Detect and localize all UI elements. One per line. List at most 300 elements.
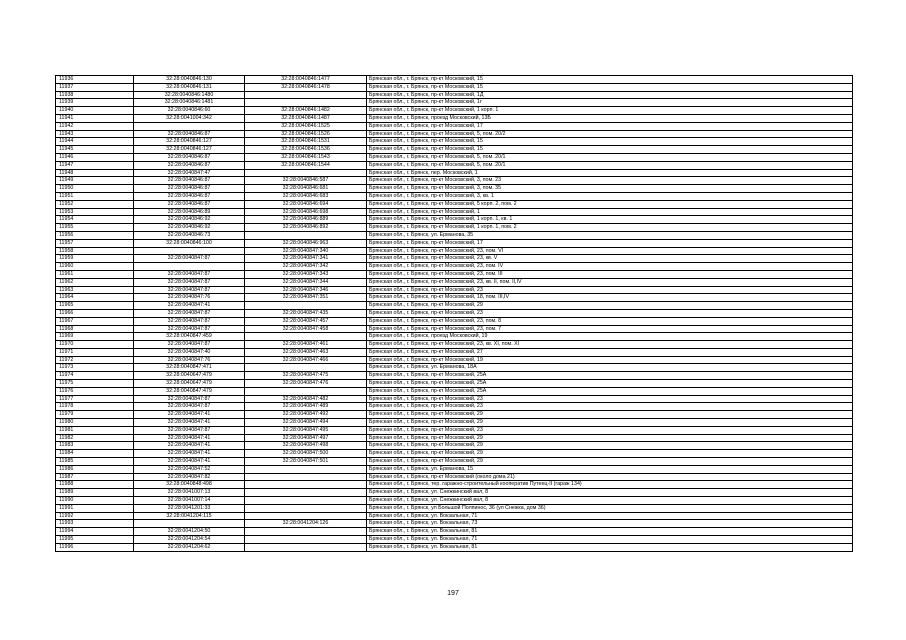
row-number-cell: 11967	[56, 317, 134, 325]
cadastral-number-cell: 32:28:0040846:87	[134, 192, 245, 200]
parent-cadastral-number-cell: 32:28:0040846:1487	[245, 114, 367, 122]
row-number-cell: 11982	[56, 434, 134, 442]
registry-table-body	[56, 76, 853, 552]
cadastral-number-cell: 32:28:0040846:1480	[134, 91, 245, 99]
address-cell: Брянская обл., г. Брянск, пр-кт Московский, 15	[367, 138, 853, 146]
cadastral-number-cell: 32:28:0040847:459	[134, 333, 245, 341]
row-number-cell: 11937	[56, 83, 134, 91]
parent-cadastral-number-cell: 32:28:0040846:694	[245, 200, 367, 208]
row-number-cell: 11996	[56, 543, 134, 551]
table-row	[56, 434, 853, 442]
address-cell: Брянская обл., г. Брянск, пр-кт Московский, 3, пом. 23	[367, 177, 853, 185]
row-number-cell: 11954	[56, 216, 134, 224]
row-number-cell: 11966	[56, 309, 134, 317]
row-number-cell: 11978	[56, 403, 134, 411]
parent-cadastral-number-cell: 32:28:0040847:494	[245, 419, 367, 427]
cadastral-number-cell: 32:28:0040847:87	[134, 278, 245, 286]
parent-cadastral-number-cell: 32:28:0040847:458	[245, 325, 367, 333]
cadastral-number-cell: 32:28:0040846:87	[134, 130, 245, 138]
address-cell: Брянская обл., г. Брянск, пр-кт Московский, 23	[367, 426, 853, 434]
table-row	[56, 442, 853, 450]
row-number-cell: 11949	[56, 177, 134, 185]
table-row	[56, 169, 853, 177]
row-number-cell: 11951	[56, 192, 134, 200]
row-number-cell: 11962	[56, 278, 134, 286]
cadastral-number-cell: 32:28:0040846:100	[134, 239, 245, 247]
cadastral-number-cell: 32:28:0040847:41	[134, 458, 245, 466]
row-number-cell: 11963	[56, 286, 134, 294]
table-row	[56, 325, 853, 333]
cadastral-number-cell: 32:28:0040847:41	[134, 434, 245, 442]
cadastral-number-cell: 32:28:0040647:479	[134, 380, 245, 388]
address-cell: Брянская обл., г. Брянск, пр-кт Московский, 15	[367, 146, 853, 154]
parent-cadastral-number-cell: 32:28:0040847:435	[245, 309, 367, 317]
cadastral-number-cell: 32:28:0040846:87	[134, 177, 245, 185]
table-row	[56, 395, 853, 403]
row-number-cell: 11987	[56, 473, 134, 481]
table-row	[56, 364, 853, 372]
cadastral-number-cell: 32:28:0040847:87	[134, 426, 245, 434]
address-cell: Брянская обл., г. Брянск, пр-кт Московский, 25А	[367, 372, 853, 380]
address-cell: Брянская обл., г. Брянск, пр-кт Московский, 23	[367, 309, 853, 317]
table-row	[56, 192, 853, 200]
cadastral-number-cell: 32:28:0040847:52	[134, 465, 245, 473]
row-number-cell: 11936	[56, 76, 134, 84]
parent-cadastral-number-cell	[245, 489, 367, 497]
cadastral-number-cell: 32:28:0040847:41	[134, 450, 245, 458]
parent-cadastral-number-cell: 32:28:0040846:1478	[245, 83, 367, 91]
cadastral-number-cell: 32:28:0040846:73	[134, 231, 245, 239]
row-number-cell: 11938	[56, 91, 134, 99]
cadastral-number-cell: 32:28:0041004:342	[134, 114, 245, 122]
cadastral-number-cell: 32:28:0040847:41	[134, 442, 245, 450]
parent-cadastral-number-cell	[245, 481, 367, 489]
cadastral-number-cell: 32:28:0040846:87	[134, 200, 245, 208]
cadastral-number-cell: 32:28:0040847:87	[134, 286, 245, 294]
row-number-cell: 11988	[56, 481, 134, 489]
table-row	[56, 348, 853, 356]
table-row	[56, 216, 853, 224]
table-row	[56, 83, 853, 91]
parent-cadastral-number-cell: 32:28:0040847:346	[245, 286, 367, 294]
parent-cadastral-number-cell: 32:28:0040847:497	[245, 434, 367, 442]
cadastral-number-cell: 32:28:0040847:87	[134, 341, 245, 349]
row-number-cell: 11965	[56, 302, 134, 310]
table-row	[56, 286, 853, 294]
table-row	[56, 263, 853, 271]
cadastral-number-cell: 32:28:0040847:41	[134, 419, 245, 427]
cadastral-number-cell: 32:28:0041007:14	[134, 497, 245, 505]
row-number-cell: 11989	[56, 489, 134, 497]
row-number-cell: 11986	[56, 465, 134, 473]
address-cell: Брянская обл., г. Брянск, пр-кт Московский, 23, кв. V	[367, 255, 853, 263]
table-row	[56, 224, 853, 232]
parent-cadastral-number-cell: 32:28:0040846:1543	[245, 153, 367, 161]
parent-cadastral-number-cell: 32:28:0040847:341	[245, 255, 367, 263]
table-row	[56, 356, 853, 364]
table-row	[56, 450, 853, 458]
parent-cadastral-number-cell	[245, 99, 367, 107]
parent-cadastral-number-cell: 32:28:0040847:344	[245, 278, 367, 286]
row-number-cell: 11985	[56, 458, 134, 466]
table-row	[56, 426, 853, 434]
table-row	[56, 200, 853, 208]
table-row	[56, 380, 853, 388]
row-number-cell: 11939	[56, 99, 134, 107]
table-row	[56, 270, 853, 278]
address-cell: Брянская обл., г. Брянск, пр-кт Московский, 29	[367, 302, 853, 310]
parent-cadastral-number-cell: 32:28:0040847:492	[245, 411, 367, 419]
registry-table	[55, 75, 853, 552]
parent-cadastral-number-cell: 32:28:0040847:340	[245, 247, 367, 255]
cadastral-number-cell: 32:28:0040847:41	[134, 411, 245, 419]
parent-cadastral-number-cell	[245, 333, 367, 341]
address-cell: Брянская обл., г. Брянск, пр-кт Московский, 1	[367, 208, 853, 216]
table-row	[56, 91, 853, 99]
table-row	[56, 411, 853, 419]
table-row	[56, 76, 853, 84]
address-cell: Брянская обл., г. Брянск, пр-кт Московский, 1 корп. 1	[367, 107, 853, 115]
cadastral-number-cell: 32:28:0040847:40	[134, 348, 245, 356]
address-cell: Брянская обл., г. Брянск, пр-кт Московский, 1 корп. 1, кв. 1	[367, 216, 853, 224]
row-number-cell: 11957	[56, 239, 134, 247]
address-cell: Брянская обл., г. Брянск, ул. Вокзальная, 71	[367, 536, 853, 544]
address-cell: Брянская обл., г. Брянск, пр-кт Московский, 23, пом. VI	[367, 247, 853, 255]
address-cell: Брянская обл., г. Брянск, пр-кт Московский, 23, пом. 7	[367, 325, 853, 333]
row-number-cell: 11979	[56, 411, 134, 419]
address-cell: Брянская обл., г. Брянск, пр-кт Московский, 29	[367, 411, 853, 419]
row-number-cell: 11992	[56, 512, 134, 520]
address-cell: Брянская обл., г. Брянск, пр-кт Московский, 29	[367, 458, 853, 466]
table-row	[56, 99, 853, 107]
cadastral-number-cell	[134, 520, 245, 528]
cadastral-number-cell: 32:28:0041007:13	[134, 489, 245, 497]
address-cell: Брянская обл., г. Брянск, пр-кт Московский, 27	[367, 348, 853, 356]
address-cell: Брянская обл., г. Брянск, пр-кт Московский, 1 корп. 1, пом. 2	[367, 224, 853, 232]
row-number-cell: 11958	[56, 247, 134, 255]
row-number-cell: 11993	[56, 520, 134, 528]
row-number-cell: 11942	[56, 122, 134, 130]
parent-cadastral-number-cell: 32:28:0040847:500	[245, 450, 367, 458]
cadastral-number-cell: 32:28:0040847:82	[134, 473, 245, 481]
address-cell: Брянская обл., г. Брянск, пр-кт Московский, 23, пом. 8	[367, 317, 853, 325]
table-row	[56, 114, 853, 122]
parent-cadastral-number-cell	[245, 465, 367, 473]
row-number-cell: 11971	[56, 348, 134, 356]
table-row	[56, 497, 853, 505]
address-cell: Брянская обл., г. Брянск, пр-кт Московский, 29	[367, 434, 853, 442]
cadastral-number-cell: 32:28:0040848:498	[134, 481, 245, 489]
table-row	[56, 130, 853, 138]
cadastral-number-cell	[134, 247, 245, 255]
row-number-cell: 11955	[56, 224, 134, 232]
parent-cadastral-number-cell: 32:28:0040846:892	[245, 224, 367, 232]
cadastral-number-cell: 32:28:0040847:47	[134, 169, 245, 177]
row-number-cell: 11991	[56, 504, 134, 512]
parent-cadastral-number-cell: 32:28:0040847:351	[245, 294, 367, 302]
address-cell: Брянская обл., г. Брянск, ул. Вокзальная, 71	[367, 512, 853, 520]
table-row	[56, 239, 853, 247]
parent-cadastral-number-cell: 32:28:0040847:495	[245, 426, 367, 434]
table-row	[56, 153, 853, 161]
address-cell: Брянская обл., г. Брянск, пр-кт Московский, 23	[367, 395, 853, 403]
parent-cadastral-number-cell: 32:28:0040847:461	[245, 341, 367, 349]
cadastral-number-cell: 32:28:0040847:471	[134, 364, 245, 372]
parent-cadastral-number-cell	[245, 543, 367, 551]
address-cell: Брянская обл., г. Брянск, пр-кт Московский, 25А	[367, 380, 853, 388]
address-cell: Брянская обл., г. Брянск, ул. Вокзальная, 81	[367, 528, 853, 536]
table-row	[56, 122, 853, 130]
row-number-cell: 11968	[56, 325, 134, 333]
cadastral-number-cell: 32:28:0040847:76	[134, 356, 245, 364]
row-number-cell: 11975	[56, 380, 134, 388]
row-number-cell: 11945	[56, 146, 134, 154]
parent-cadastral-number-cell: 32:28:0040846:1544	[245, 161, 367, 169]
address-cell: Брянская обл., г. Брянск, ул. Снежкинский вал, 8	[367, 489, 853, 497]
parent-cadastral-number-cell: 32:28:0040846:1482	[245, 107, 367, 115]
table-row	[56, 138, 853, 146]
parent-cadastral-number-cell: 32:28:0040847:476	[245, 380, 367, 388]
address-cell: Брянская обл., г. Брянск, пр-кт Московский, 5, пом. 20/1	[367, 161, 853, 169]
row-number-cell: 11940	[56, 107, 134, 115]
table-row	[56, 481, 853, 489]
address-cell: Брянская обл., г. Брянск, пр-кт Московский, 5 корп. 2, пом. 2	[367, 200, 853, 208]
cadastral-number-cell: 32:28:0041204:50	[134, 528, 245, 536]
parent-cadastral-number-cell: 32:28:0040846:1531	[245, 138, 367, 146]
row-number-cell: 11994	[56, 528, 134, 536]
cadastral-number-cell	[134, 122, 245, 130]
address-cell: Брянская обл., г. Брянск, пр-кт Московский (около дома 21)	[367, 473, 853, 481]
row-number-cell: 11959	[56, 255, 134, 263]
address-cell: Брянская обл., г. Брянск, пр-кт Московский, 29	[367, 419, 853, 427]
cadastral-number-cell: 32:28:0040846:60	[134, 107, 245, 115]
row-number-cell: 11948	[56, 169, 134, 177]
cadastral-number-cell: 32:28:0040847:87	[134, 317, 245, 325]
address-cell: Брянская обл., г. Брянск, пр-кт Московский, 1г	[367, 99, 853, 107]
row-number-cell: 11980	[56, 419, 134, 427]
row-number-cell: 11944	[56, 138, 134, 146]
address-cell: Брянская обл., г. Брянск, пр-кт Московский, 5, пом. 20/2	[367, 130, 853, 138]
address-cell: Брянская обл., г. Брянск, пр-кт Московский, 23, кв. II, пом. II,IV	[367, 278, 853, 286]
parent-cadastral-number-cell	[245, 473, 367, 481]
parent-cadastral-number-cell: 32:28:0040846:587	[245, 177, 367, 185]
address-cell: Брянская обл., г. Брянск, проезд Московский, 13Б	[367, 114, 853, 122]
parent-cadastral-number-cell: 32:28:0040846:889	[245, 216, 367, 224]
address-cell: Брянская обл., г. Брянск, пр-кт Московский, 23	[367, 286, 853, 294]
page-number: 197	[447, 590, 459, 597]
row-number-cell: 11943	[56, 130, 134, 138]
table-row	[56, 504, 853, 512]
parent-cadastral-number-cell	[245, 169, 367, 177]
cadastral-number-cell: 32:28:0040846:87	[134, 185, 245, 193]
row-number-cell: 11960	[56, 263, 134, 271]
row-number-cell: 11969	[56, 333, 134, 341]
table-row	[56, 512, 853, 520]
table-row	[56, 458, 853, 466]
cadastral-number-cell: 32:28:0040846:92	[134, 216, 245, 224]
cadastral-number-cell: 32:28:0040847:87	[134, 395, 245, 403]
address-cell: Брянская обл., г. Брянск, пр-кт Московский, 23, кв. XI, пом. XI	[367, 341, 853, 349]
parent-cadastral-number-cell: 32:28:0040847:342	[245, 263, 367, 271]
row-number-cell: 11990	[56, 497, 134, 505]
address-cell: Брянская обл., г. Брянск, пр-кт Московский, 15	[367, 76, 853, 84]
row-number-cell: 11952	[56, 200, 134, 208]
parent-cadastral-number-cell: 32:28:0040847:343	[245, 270, 367, 278]
cadastral-number-cell: 32:28:0040846:89	[134, 208, 245, 216]
cadastral-number-cell: 32:28:0041204:62	[134, 543, 245, 551]
row-number-cell: 11941	[56, 114, 134, 122]
cadastral-number-cell: 32:28:0040847:87	[134, 325, 245, 333]
parent-cadastral-number-cell	[245, 497, 367, 505]
parent-cadastral-number-cell: 32:28:0040846:1477	[245, 76, 367, 84]
table-row	[56, 161, 853, 169]
address-cell: Брянская обл., г. Брянск, пр-кт Московский, 23, пом. IV	[367, 263, 853, 271]
table-row	[56, 146, 853, 154]
parent-cadastral-number-cell	[245, 528, 367, 536]
table-row	[56, 185, 853, 193]
parent-cadastral-number-cell: 32:28:0040847:475	[245, 372, 367, 380]
cadastral-number-cell: 32:28:0040846:127	[134, 138, 245, 146]
parent-cadastral-number-cell: 32:28:0040847:463	[245, 348, 367, 356]
table-row	[56, 543, 853, 551]
address-cell: Брянская обл., г. Брянск, пр-кт Московский, 23, пом. III	[367, 270, 853, 278]
cadastral-number-cell: 32:28:0040847:87	[134, 309, 245, 317]
row-number-cell: 11961	[56, 270, 134, 278]
parent-cadastral-number-cell: 32:28:0040846:698	[245, 208, 367, 216]
row-number-cell: 11956	[56, 231, 134, 239]
address-cell: Брянская обл., г. Брянск, проезд Московский, 19	[367, 333, 853, 341]
row-number-cell: 11984	[56, 450, 134, 458]
cadastral-number-cell: 32:28:0040647:479	[134, 372, 245, 380]
parent-cadastral-number-cell	[245, 512, 367, 520]
cadastral-number-cell: 32:28:0041204:115	[134, 512, 245, 520]
address-cell: Брянская обл., г. Брянск, ул. Ерманова, 18А	[367, 364, 853, 372]
parent-cadastral-number-cell: 32:28:0040847:457	[245, 317, 367, 325]
address-cell: Брянская обл., г. Брянск, ул. Вокзальная, 81	[367, 543, 853, 551]
parent-cadastral-number-cell: 32:28:0040847:501	[245, 458, 367, 466]
table-row	[56, 294, 853, 302]
row-number-cell: 11981	[56, 426, 134, 434]
row-number-cell: 11953	[56, 208, 134, 216]
cadastral-number-cell: 32:28:0040846:87	[134, 161, 245, 169]
row-number-cell: 11964	[56, 294, 134, 302]
address-cell: Брянская обл., г. Брянск, ул. Ерманова, 35	[367, 231, 853, 239]
cadastral-number-cell: 32:28:0040847:87	[134, 255, 245, 263]
parent-cadastral-number-cell: 32:28:0040847:489	[245, 403, 367, 411]
table-row	[56, 372, 853, 380]
address-cell: Брянская обл., г. Брянск, пр-кт Московский, 25А	[367, 387, 853, 395]
row-number-cell: 11976	[56, 387, 134, 395]
table-row	[56, 489, 853, 497]
parent-cadastral-number-cell: 32:28:0040846:681	[245, 185, 367, 193]
table-row	[56, 465, 853, 473]
parent-cadastral-number-cell: 32:28:0040846:963	[245, 239, 367, 247]
cadastral-number-cell: 32:28:0040847:41	[134, 302, 245, 310]
parent-cadastral-number-cell: 32:28:0040846:1526	[245, 130, 367, 138]
row-number-cell: 11977	[56, 395, 134, 403]
row-number-cell: 11973	[56, 364, 134, 372]
parent-cadastral-number-cell: 32:28:0040847:466	[245, 356, 367, 364]
row-number-cell: 11946	[56, 153, 134, 161]
address-cell: Брянская обл., г. Брянск, ул. Ерманова, 15	[367, 465, 853, 473]
address-cell: Брянская обл., г. Брянск, пр-кт Московский, 29	[367, 442, 853, 450]
parent-cadastral-number-cell: 32:28:0041204:126	[245, 520, 367, 528]
address-cell: Брянская обл., г. Брянск, пр-кт Московский, 3, кв. 1	[367, 192, 853, 200]
table-row	[56, 520, 853, 528]
address-cell: Брянская обл., г. Брянск, пр-кт Московский, 1Д	[367, 91, 853, 99]
table-row	[56, 419, 853, 427]
table-row	[56, 255, 853, 263]
address-cell: Брянская обл., г. Брянск, ул. Вокзальная, 73	[367, 520, 853, 528]
row-number-cell: 11970	[56, 341, 134, 349]
cadastral-number-cell	[134, 263, 245, 271]
parent-cadastral-number-cell	[245, 302, 367, 310]
parent-cadastral-number-cell	[245, 387, 367, 395]
address-cell: Брянская обл., г. Брянск, ул Большой Полпинос, 36 (ул Снежка, дом 36)	[367, 504, 853, 512]
parent-cadastral-number-cell: 32:28:0040847:482	[245, 395, 367, 403]
table-row	[56, 309, 853, 317]
cadastral-number-cell: 32:28:0040846:131	[134, 83, 245, 91]
address-cell: Брянская обл., г. Брянск, пр-кт Московский, 17	[367, 122, 853, 130]
address-cell: Брянская обл., г. Брянск, тер. гаражно-строительный кооператив Путеец-II (гараж 134)	[367, 481, 853, 489]
table-row	[56, 333, 853, 341]
table-row	[56, 528, 853, 536]
table-row	[56, 387, 853, 395]
address-cell: Брянская обл., г. Брянск, пр-кт Московский, 5, пом. 20/1	[367, 153, 853, 161]
cadastral-number-cell: 32:28:0040846:87	[134, 153, 245, 161]
table-row	[56, 341, 853, 349]
address-cell: Брянская обл., г. Брянск, ул. Снежкинский вал, 8	[367, 497, 853, 505]
table-row	[56, 177, 853, 185]
cadastral-number-cell: 32:28:0041201:33	[134, 504, 245, 512]
row-number-cell: 11995	[56, 536, 134, 544]
parent-cadastral-number-cell: 32:28:0040846:1525	[245, 122, 367, 130]
table-row	[56, 278, 853, 286]
table-row	[56, 473, 853, 481]
table-row	[56, 403, 853, 411]
cadastral-number-cell: 32:28:0040847:87	[134, 403, 245, 411]
table-row	[56, 302, 853, 310]
cadastral-number-cell: 32:28:0040847:479	[134, 387, 245, 395]
cadastral-number-cell: 32:28:0040846:92	[134, 224, 245, 232]
parent-cadastral-number-cell: 32:28:0040846:683	[245, 192, 367, 200]
address-cell: Брянская обл., г. Брянск, пр-кт Московский, 3, пом. 35	[367, 185, 853, 193]
table-row	[56, 107, 853, 115]
address-cell: Брянская обл., г. Брянск, пр-кт Московский, 23	[367, 403, 853, 411]
table-row	[56, 231, 853, 239]
cadastral-number-cell: 32:28:0040847:87	[134, 270, 245, 278]
row-number-cell: 11974	[56, 372, 134, 380]
parent-cadastral-number-cell: 32:28:0040846:1536	[245, 146, 367, 154]
cadastral-number-cell: 32:28:0040846:127	[134, 146, 245, 154]
address-cell: Брянская обл., г. Брянск, пр-кт Московский, 19	[367, 356, 853, 364]
address-cell: Брянская обл., г. Брянск, пр-кт Московский, 29	[367, 450, 853, 458]
parent-cadastral-number-cell: 32:28:0040847:498	[245, 442, 367, 450]
cadastral-number-cell: 32:28:0041204:54	[134, 536, 245, 544]
table-row	[56, 247, 853, 255]
table-row	[56, 536, 853, 544]
table-row	[56, 317, 853, 325]
parent-cadastral-number-cell	[245, 91, 367, 99]
parent-cadastral-number-cell	[245, 364, 367, 372]
cadastral-number-cell: 32:28:0040847:76	[134, 294, 245, 302]
parent-cadastral-number-cell	[245, 231, 367, 239]
address-cell: Брянская обл., г. Брянск, пр-кт Московский, 17	[367, 239, 853, 247]
parent-cadastral-number-cell	[245, 536, 367, 544]
address-cell: Брянская обл., г. Брянск, пер. Московский, 1	[367, 169, 853, 177]
parent-cadastral-number-cell	[245, 504, 367, 512]
table-row	[56, 208, 853, 216]
